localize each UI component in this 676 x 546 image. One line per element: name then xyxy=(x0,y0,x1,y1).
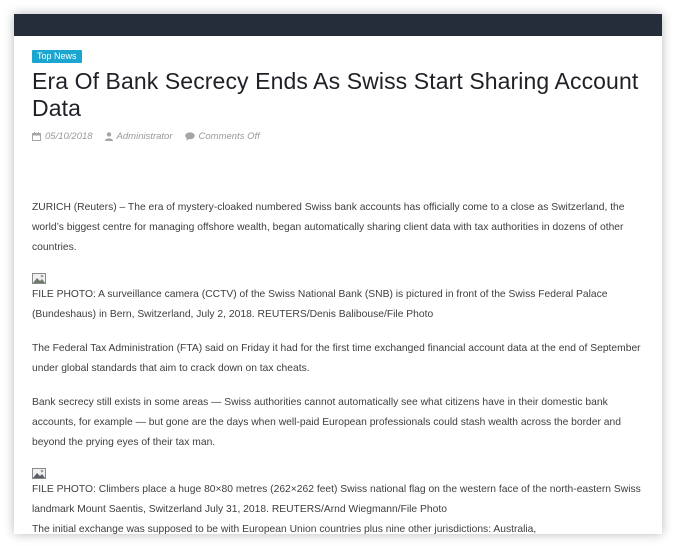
meta-author-text: Administrator xyxy=(116,131,173,142)
broken-image-icon[interactable] xyxy=(32,272,648,283)
meta-date-text: 05/10/2018 xyxy=(45,131,93,142)
meta-date[interactable] xyxy=(32,131,93,142)
paragraph-fta: The Federal Tax Administration (FTA) said on Friday it had for the first time exchanged financial account data at the end of September under global standards that aim to crack down on tax cheats. xyxy=(32,343,641,374)
article-content xyxy=(32,46,648,534)
calendar-icon xyxy=(32,132,41,141)
paragraph-exchange: The initial exchange was supposed to be with European Union countries plus nine other jurisdictions: Australia, xyxy=(32,524,537,534)
meta-comments[interactable] xyxy=(185,131,260,142)
meta-comments-text: Comments Off xyxy=(198,131,260,142)
user-icon xyxy=(105,132,113,141)
article-window xyxy=(14,14,662,534)
meta-author[interactable] xyxy=(105,131,173,142)
paragraph-intro: ZURICH (Reuters) – The era of mystery-cloaked numbered Swiss bank accounts has officially come to a close as Switzerland, the world’s biggest centre for managing offshore wealth, began automatically sharing client data with tax authorities in dozens of other countries. xyxy=(32,202,625,253)
photo-caption-1: FILE PHOTO: A surveillance camera (CCTV) of the Swiss National Bank (SNB) is pictured in front of the Swiss Federal Palace (Bundeshaus) in Bern, Switzerland, July 2, 2018. REUTERS/Denis Balibouse/File Photo xyxy=(32,289,608,320)
article-body xyxy=(32,198,648,534)
broken-image-icon[interactable] xyxy=(32,467,648,478)
article-meta xyxy=(32,131,648,142)
article-title: Era Of Bank Secrecy Ends As Swiss Start Sharing Account Data xyxy=(32,68,639,121)
top-bar xyxy=(14,14,662,36)
paragraph-secrecy: Bank secrecy still exists in some areas — Swiss authorities cannot automatically see what citizens have in their domestic bank accounts, for example — but gone are the days when well-paid European professionals could stash wealth across the border and beyond the prying eyes of their tax man. xyxy=(32,397,621,448)
category-badge[interactable]: Top News xyxy=(32,50,82,63)
photo-caption-2: FILE PHOTO: Climbers place a huge 80×80 metres (262×262 feet) Swiss national flag on the western face of the north-eastern Swiss landmark Mount Saentis, Switzerland July 31, 2018. REUTERS/Arnd Wiegmann/File Photo xyxy=(32,484,641,515)
comment-icon xyxy=(185,132,195,141)
